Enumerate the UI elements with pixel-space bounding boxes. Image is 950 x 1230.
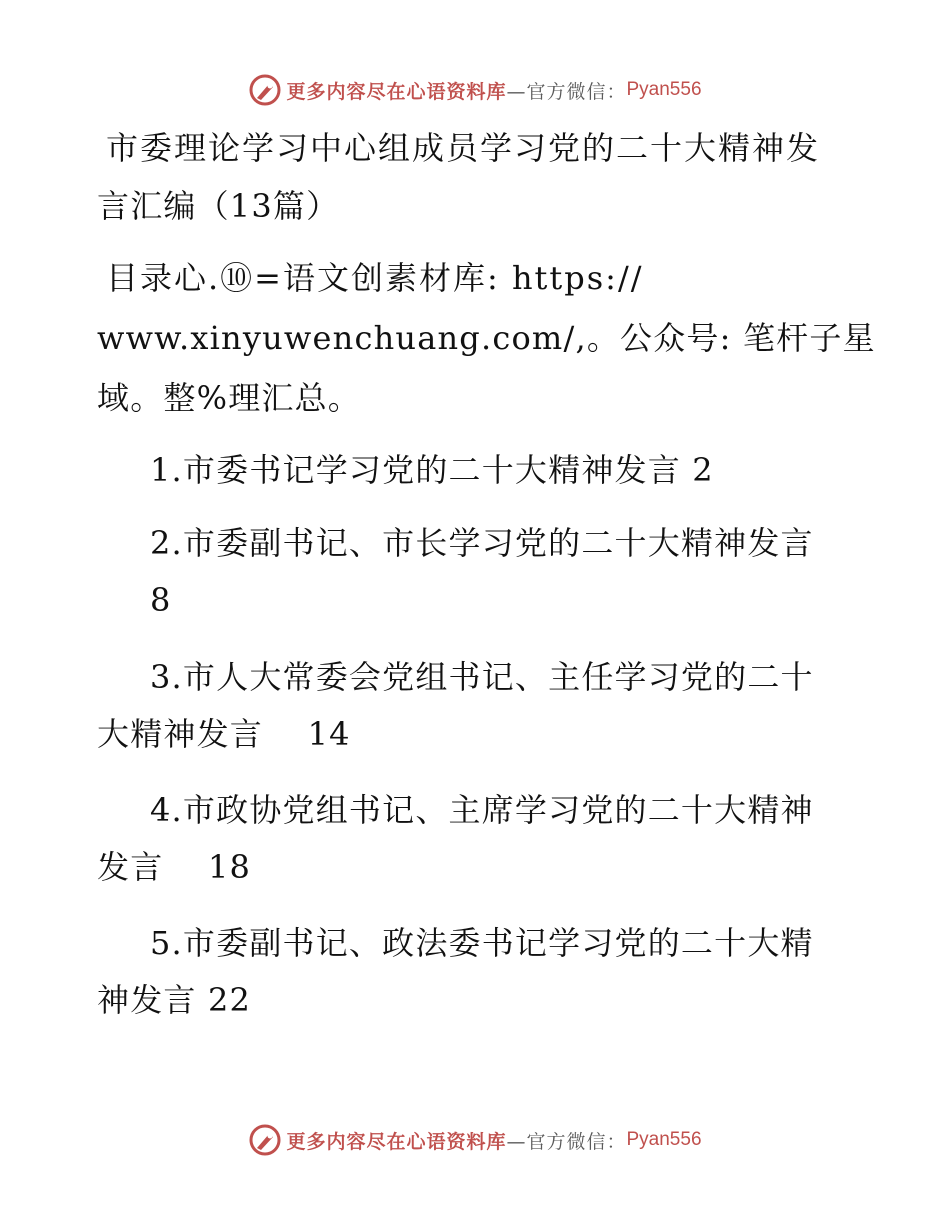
document-title-line-2: 言汇编（13篇）: [97, 187, 340, 225]
pen-nib-circle-icon: [248, 1123, 282, 1157]
toc-item-2-page: 8: [150, 581, 172, 619]
toc-item-5-cont: 神发言 22: [97, 981, 252, 1019]
toc-intro-line-2: www.xinyuwenchuang.com/,。公众号: 笔杆子星: [97, 319, 876, 357]
banner-main-text: 更多内容尽在心语资料库: [286, 1130, 507, 1153]
toc-intro-line-3: 域。整%理汇总。: [97, 379, 362, 417]
header-banner: [0, 70, 950, 110]
banner-sub-text: —官方微信：: [506, 80, 627, 103]
toc-item-1[interactable]: 1.市委书记学习党的二十大精神发言 2: [150, 451, 714, 489]
toc-item-5[interactable]: 5.市委副书记、政法委书记学习党的二十大精: [150, 924, 814, 962]
banner-wechat-id: Pyan556: [626, 79, 702, 100]
banner-wechat-id: Pyan556: [626, 1129, 702, 1150]
pen-nib-circle-icon: [248, 73, 282, 107]
banner-sub-text: —官方微信：: [506, 1130, 627, 1153]
toc-item-4-cont: 发言 18: [97, 848, 252, 886]
toc-item-4[interactable]: 4.市政协党组书记、主席学习党的二十大精神: [150, 791, 814, 829]
toc-item-3[interactable]: 3.市人大常委会党组书记、主任学习党的二十: [150, 658, 814, 696]
footer-banner: [0, 1120, 950, 1160]
banner-main-text: 更多内容尽在心语资料库: [286, 80, 507, 103]
toc-intro-line-1: 目录心.⑩=语文创素材库: https://: [106, 259, 644, 297]
document-title-line-1: 市委理论学习中心组成员学习党的二十大精神发: [106, 129, 821, 167]
toc-item-3-cont: 大精神发言 14: [97, 715, 351, 753]
toc-item-2[interactable]: 2.市委副书记、市长学习党的二十大精神发言: [150, 524, 814, 562]
